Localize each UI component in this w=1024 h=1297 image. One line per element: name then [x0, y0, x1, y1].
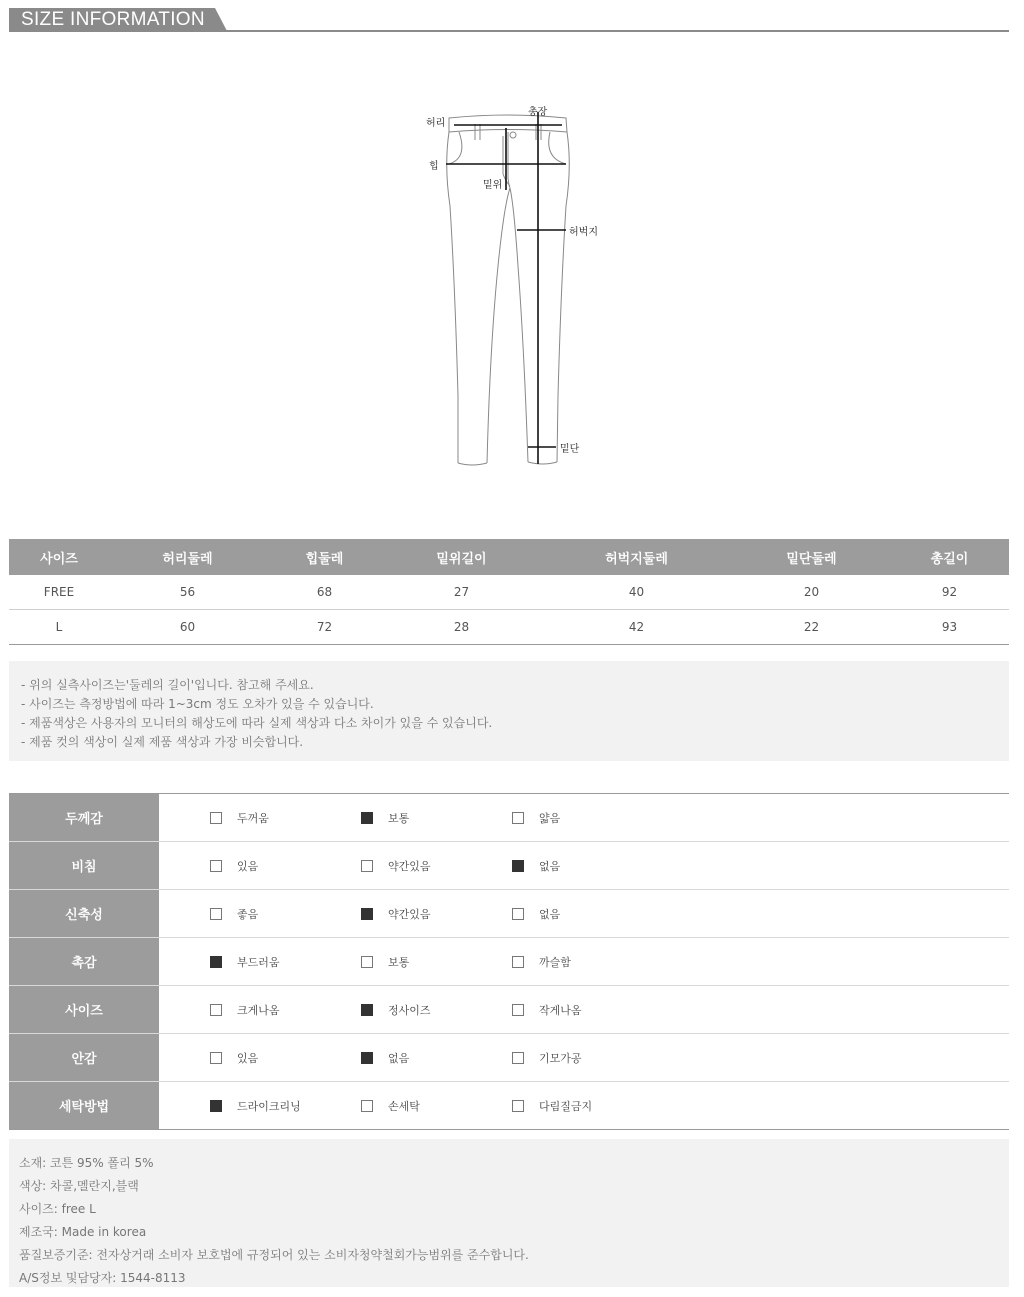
pants-illustration [400, 96, 630, 476]
unchecked-checkbox [512, 812, 524, 824]
attribute-row [9, 890, 1009, 938]
attribute-option [512, 1050, 582, 1065]
checked-checkbox [210, 1100, 222, 1112]
option-label: 드라이크리닝 [237, 1099, 301, 1113]
attribute-option [361, 954, 409, 969]
unchecked-checkbox [361, 1100, 373, 1112]
attribute-option [361, 1002, 431, 1017]
unchecked-checkbox [210, 812, 222, 824]
unchecked-checkbox [210, 908, 222, 920]
table-cell: 22 [733, 610, 890, 645]
label-rise: 밑위 [483, 180, 503, 191]
option-label: 보통 [388, 811, 410, 825]
table-row [9, 575, 1009, 610]
option-label: 없음 [539, 907, 561, 921]
table-cell: 72 [266, 610, 383, 645]
table-row [9, 610, 1009, 645]
attribute-option [512, 954, 571, 969]
section-header [9, 8, 1009, 32]
option-label: 있음 [237, 859, 259, 873]
table-cell: 40 [540, 575, 733, 610]
unchecked-checkbox [512, 1100, 524, 1112]
attribute-option [512, 858, 560, 873]
note-line: - 위의 실측사이즈는'둘레의 길이'입니다. 참고해 주세요. [21, 678, 314, 692]
attribute-label: 사이즈 [9, 986, 159, 1033]
info-as-contact: A/S정보 및담당자: 1544-8113 [19, 1271, 186, 1285]
unchecked-checkbox [512, 908, 524, 920]
attribute-option [210, 1002, 280, 1017]
checked-checkbox [361, 908, 373, 920]
table-cell: 56 [109, 575, 266, 610]
unchecked-checkbox [512, 1004, 524, 1016]
attribute-label: 안감 [9, 1034, 159, 1081]
table-cell: 92 [890, 575, 1009, 610]
attribute-row [9, 842, 1009, 890]
option-label: 두꺼움 [237, 811, 269, 825]
attribute-row [9, 986, 1009, 1034]
unchecked-checkbox [512, 956, 524, 968]
option-label: 얇음 [539, 811, 561, 825]
option-label: 약간있음 [388, 907, 431, 921]
option-label: 부드러움 [237, 955, 280, 969]
attribute-option [361, 810, 409, 825]
info-quality-standard: 품질보증기준: 전자상거래 소비자 보호법에 규정되어 있는 소비자청약철회가능범위를 준수합니다. [19, 1248, 529, 1262]
table-cell: L [9, 610, 109, 645]
product-info [9, 1139, 1009, 1287]
attribute-option [361, 1050, 409, 1065]
attribute-row [9, 1082, 1009, 1129]
table-cell: 27 [383, 575, 540, 610]
info-size: 사이즈: free L [19, 1202, 96, 1216]
attribute-option [361, 1098, 420, 1113]
size-notes [9, 661, 1009, 761]
attribute-option [210, 1098, 301, 1113]
col-header-hem: 밑단둘레 [733, 539, 890, 575]
label-hip: 힙 [429, 161, 439, 172]
option-label: 약간있음 [388, 859, 431, 873]
attribute-option [361, 906, 431, 921]
table-cell: 93 [890, 610, 1009, 645]
attribute-option [210, 1050, 258, 1065]
attribute-option [512, 1002, 582, 1017]
option-label: 손세탁 [388, 1099, 420, 1113]
attribute-label: 두께감 [9, 794, 159, 841]
attribute-option [210, 810, 269, 825]
table-cell: 42 [540, 610, 733, 645]
col-header-waist: 허리둘레 [109, 539, 266, 575]
checked-checkbox [361, 1052, 373, 1064]
checked-checkbox [361, 1004, 373, 1016]
product-attributes-table [9, 793, 1009, 1130]
table-cell: 28 [383, 610, 540, 645]
attribute-row [9, 1034, 1009, 1082]
label-waist: 허리 [426, 118, 446, 129]
option-label: 정사이즈 [388, 1003, 431, 1017]
checked-checkbox [361, 812, 373, 824]
pants-measurement-diagram [400, 96, 630, 476]
unchecked-checkbox [512, 1052, 524, 1064]
table-cell: 68 [266, 575, 383, 610]
col-header-length: 총길이 [890, 539, 1009, 575]
info-origin: 제조국: Made in korea [19, 1225, 147, 1239]
attribute-label: 촉감 [9, 938, 159, 985]
attribute-label: 세탁방법 [9, 1082, 159, 1129]
col-header-rise: 밑위길이 [383, 539, 540, 575]
size-table-header [9, 539, 1009, 575]
unchecked-checkbox [210, 1004, 222, 1016]
option-label: 까슬함 [539, 955, 571, 969]
unchecked-checkbox [361, 860, 373, 872]
header-underline [9, 30, 1009, 32]
checked-checkbox [210, 956, 222, 968]
option-label: 없음 [388, 1051, 410, 1065]
col-header-size: 사이즈 [9, 539, 109, 575]
note-line: - 제품 컷의 색상이 실제 제품 색상과 가장 비슷합니다. [21, 735, 304, 749]
checked-checkbox [512, 860, 524, 872]
label-hem: 밑단 [560, 444, 580, 455]
label-thigh: 허벅지 [569, 227, 598, 238]
col-header-hip: 힙둘레 [266, 539, 383, 575]
option-label: 좋음 [237, 907, 259, 921]
label-total-length: 총장 [528, 107, 548, 118]
note-line: - 제품색상은 사용자의 모니터의 해상도에 따라 실제 색상과 다소 차이가 있을 수 있습니다. [21, 716, 493, 730]
option-label: 작게나옴 [539, 1003, 582, 1017]
attribute-label: 비침 [9, 842, 159, 889]
attribute-option [210, 906, 258, 921]
info-material: 소재: 코튼 95% 폴리 5% [19, 1156, 154, 1170]
option-label: 다림질금지 [539, 1099, 593, 1113]
attribute-row [9, 938, 1009, 986]
size-table [9, 539, 1009, 645]
attribute-option [361, 858, 431, 873]
info-color: 색상: 차콜,멜란지,블랙 [19, 1179, 139, 1193]
option-label: 보통 [388, 955, 410, 969]
attribute-label: 신축성 [9, 890, 159, 937]
table-cell: FREE [9, 575, 109, 610]
option-label: 없음 [539, 859, 561, 873]
col-header-thigh: 허벅지둘레 [540, 539, 733, 575]
attribute-row [9, 794, 1009, 842]
option-label: 크게나옴 [237, 1003, 280, 1017]
attribute-option [210, 858, 258, 873]
unchecked-checkbox [210, 860, 222, 872]
unchecked-checkbox [210, 1052, 222, 1064]
option-label: 기모가공 [539, 1051, 582, 1065]
attribute-option [512, 906, 560, 921]
header-title: SIZE INFORMATION [21, 9, 205, 30]
attribute-option [512, 1098, 592, 1113]
attribute-option [210, 954, 280, 969]
option-label: 있음 [237, 1051, 259, 1065]
attribute-option [512, 810, 560, 825]
unchecked-checkbox [361, 956, 373, 968]
note-line: - 사이즈는 측정방법에 따라 1~3cm 정도 오차가 있을 수 있습니다. [21, 697, 374, 711]
table-cell: 20 [733, 575, 890, 610]
table-cell: 60 [109, 610, 266, 645]
